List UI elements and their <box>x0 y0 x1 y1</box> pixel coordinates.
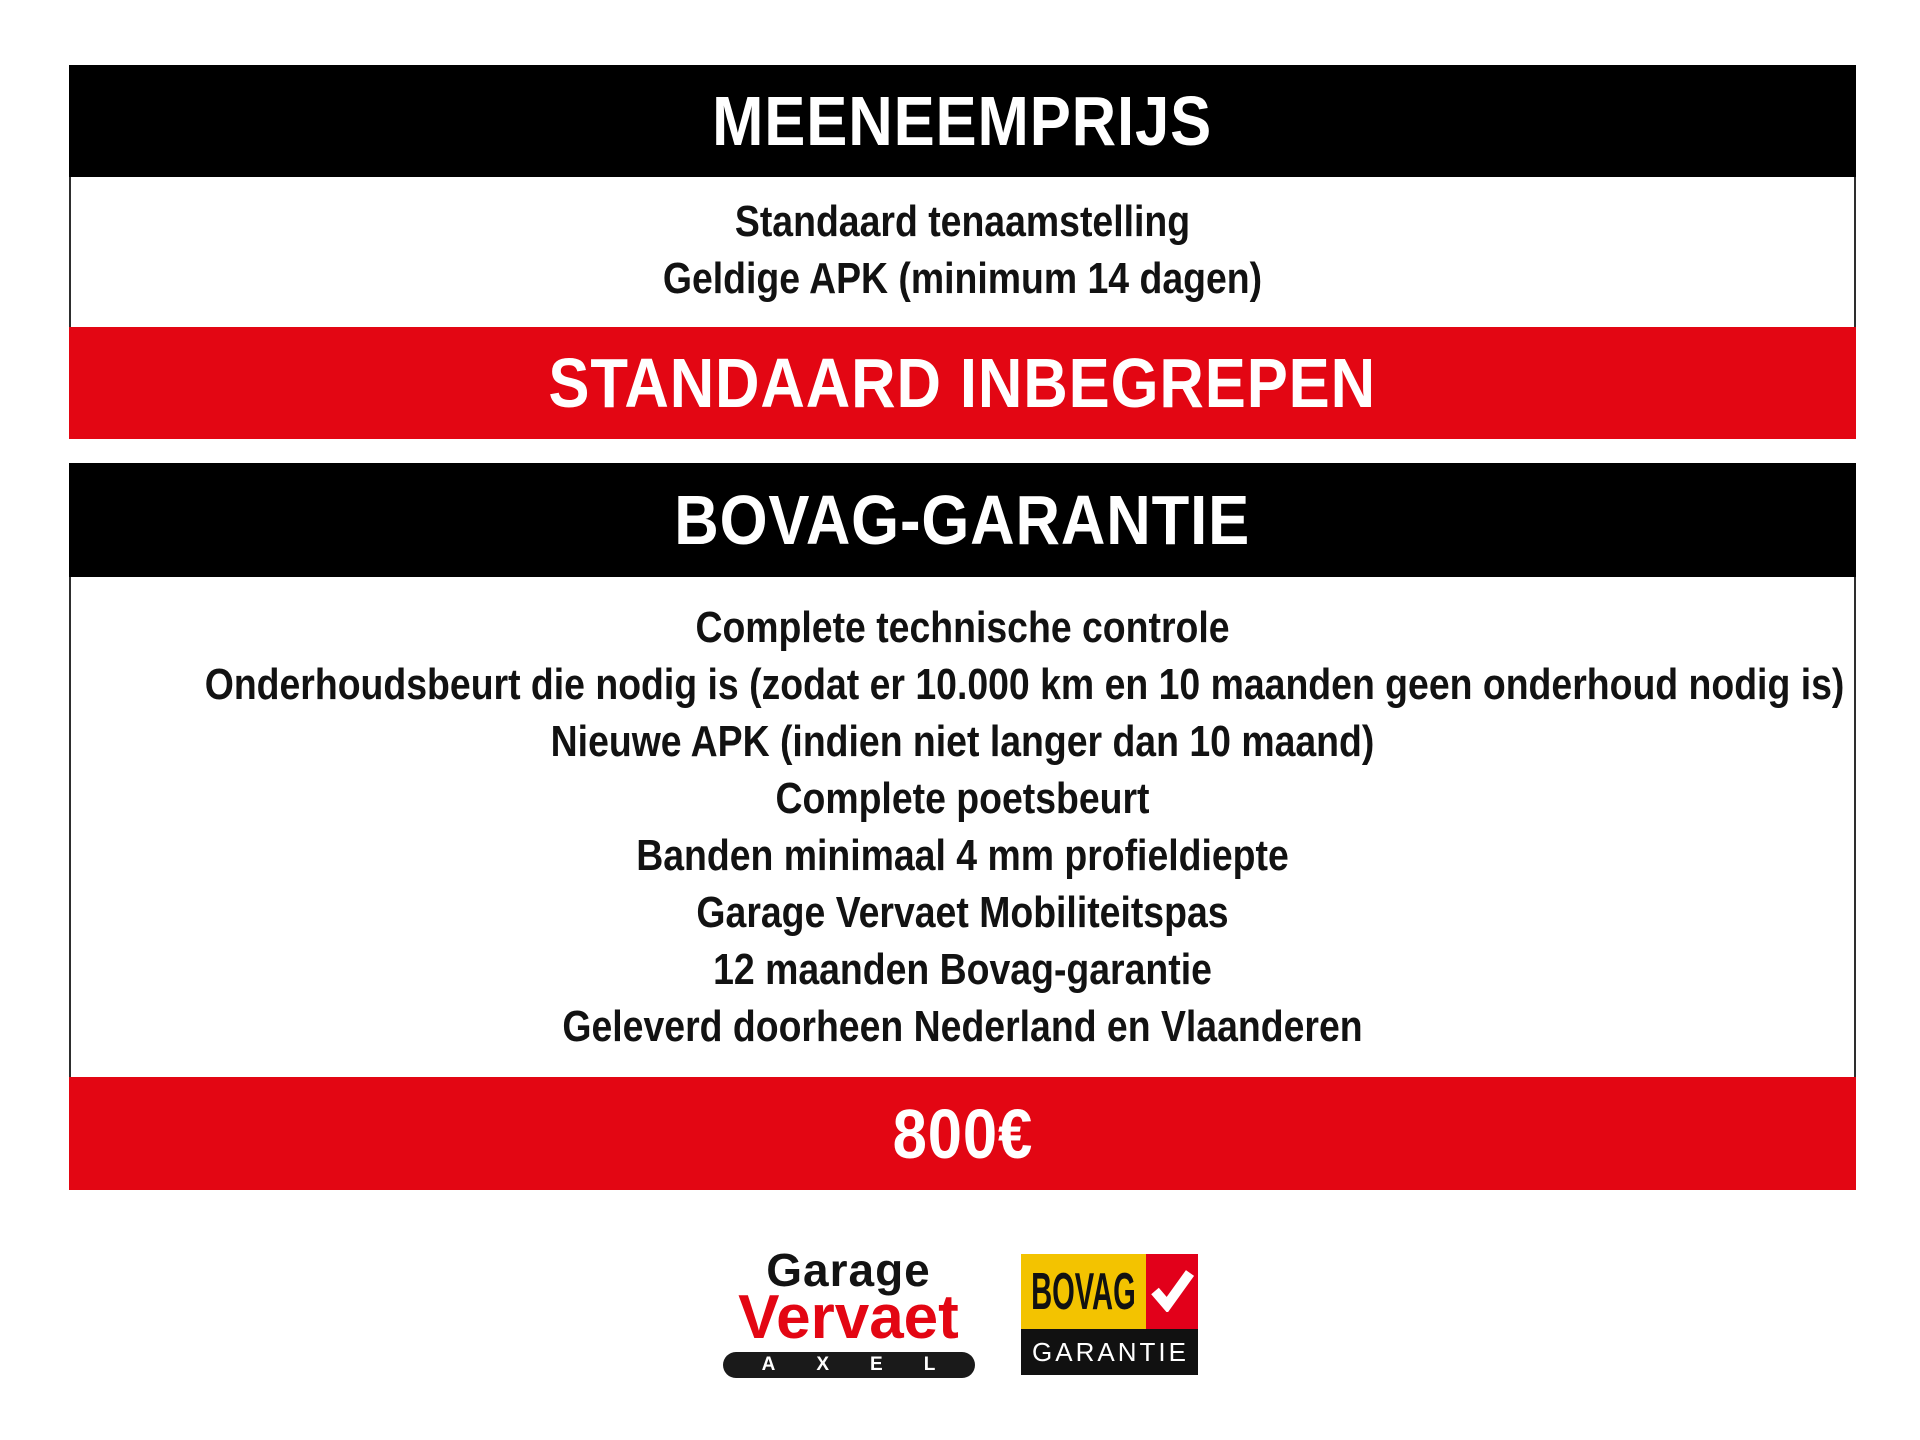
price-condition-line: Standaard tenaamstelling <box>734 197 1191 246</box>
warranty-benefit-line: Nieuwe APK (indien niet langer dan 10 maand) <box>550 717 1375 766</box>
footer-logos <box>0 1243 1920 1377</box>
bovag-garantie-logo <box>1021 1254 1198 1375</box>
bovag-logo-bottom <box>1021 1329 1198 1375</box>
panel-gap <box>69 439 1856 463</box>
garage-vervaet-logo <box>723 1243 977 1378</box>
warranty-benefits-list <box>204 599 1845 1055</box>
bovag-logo-yellow-block <box>1021 1254 1146 1329</box>
axel-badge <box>723 1352 975 1378</box>
garage-logo-line1: Garage <box>766 1243 931 1296</box>
price-panel-title: MEENEEMPRIJS <box>712 82 1213 160</box>
warranty-panel-header-bar <box>69 463 1856 577</box>
bovag-logo-top <box>1021 1254 1198 1329</box>
warranty-benefit-line: Complete technische controle <box>695 603 1230 652</box>
price-panel-banner-bar <box>69 327 1856 439</box>
price-condition-line: Geldige APK (minimum 14 dagen) <box>662 254 1263 303</box>
price-panel-body <box>69 177 1856 327</box>
bovag-logo-subtitle: GARANTIE <box>1032 1337 1189 1367</box>
checkmark-icon <box>1149 1268 1195 1312</box>
warranty-panel-title: BOVAG-GARANTIE <box>674 481 1251 559</box>
warranty-benefit-line: Banden minimaal 4 mm profieldiepte <box>636 831 1289 880</box>
price-panel-banner-text: STANDAARD INBEGREPEN <box>548 344 1377 422</box>
warranty-panel-body <box>69 577 1856 1077</box>
price-panel-header-bar <box>69 65 1856 177</box>
warranty-benefit-line: Garage Vervaet Mobiliteitspas <box>696 888 1229 937</box>
bovag-logo-name: BOVAG <box>1030 1262 1136 1321</box>
warranty-benefit-line: Onderhoudsbeurt die nodig is (zodat er 10.000 km en 10 maanden geen onderhoud nodig is) <box>204 660 1845 709</box>
price-value: 800€ <box>892 1094 1033 1173</box>
warranty-benefit-line: Complete poetsbeurt <box>775 774 1150 823</box>
info-panels <box>69 65 1856 1190</box>
bovag-logo-red-block <box>1146 1254 1198 1329</box>
axel-badge-text: AXEL <box>761 1354 977 1375</box>
warranty-benefit-line: Geleverd doorheen Nederland en Vlaanderen <box>562 1002 1363 1051</box>
garage-logo-line2: Vervaet <box>738 1282 959 1352</box>
price-banner-bar <box>69 1077 1856 1190</box>
warranty-benefit-line: 12 maanden Bovag-garantie <box>713 945 1212 994</box>
price-conditions-list <box>205 193 1721 307</box>
